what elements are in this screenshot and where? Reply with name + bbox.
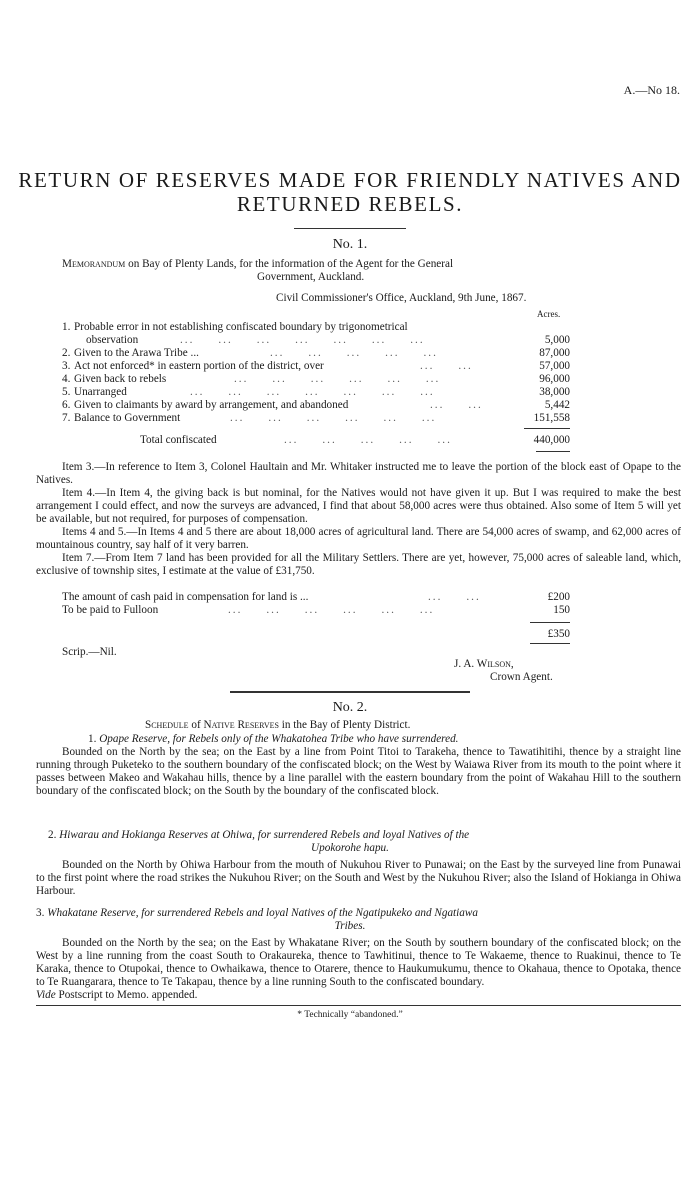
para-items-4-5: Items 4 and 5.—In Items 4 and 5 there are about 18,000 acres of agricultural land. There are 54,000 acres of swamp, and 62,000 acres of mountainous country, say half of it very barren. bbox=[36, 526, 681, 551]
total-label: Total confiscated bbox=[140, 434, 217, 446]
item-value: 87,000 bbox=[539, 347, 570, 359]
leader-dots: ... ... ... ... ... ... bbox=[234, 373, 441, 385]
section-divider bbox=[230, 691, 470, 693]
item-label-continued: observation bbox=[86, 334, 139, 346]
item-label: Unarranged bbox=[74, 386, 127, 398]
leader-dots: ... ... ... ... ... ... ... bbox=[190, 386, 435, 398]
reserve-2-title-2: Upokorohe hapu. bbox=[311, 842, 389, 854]
title-divider bbox=[294, 228, 406, 229]
reserve-2-name: Hiwarau and Hokianga Reserves at Ohiwa, for surrendered Rebels and loyal Natives of the bbox=[59, 829, 470, 841]
leader-dots: ... ... ... ... ... bbox=[284, 434, 452, 446]
total-value: 440,000 bbox=[533, 434, 570, 446]
reserve-3-number: 3. bbox=[36, 907, 45, 919]
section-2-heading: No. 2. bbox=[332, 700, 368, 715]
item-value: 151,558 bbox=[533, 412, 570, 424]
reserve-3-title bbox=[36, 907, 478, 920]
reserve-2-body: Bounded on the North by Ohiwa Harbour from the mouth of Nukuhou River to Punawai; on the East by the surveyed line from Punawai to the first point where the road strikes the Nukuhou River; on the South and West by the Nukuhou River; also the Island of Hokianga in Ohiwa Harbour. bbox=[36, 859, 681, 897]
reserve-1-title bbox=[88, 733, 458, 746]
reserve-3-vide bbox=[36, 989, 197, 1002]
table-row bbox=[62, 334, 570, 347]
cash-label: The amount of cash paid in compensation for land is ... bbox=[62, 591, 309, 603]
memorandum-text: on Bay of Plenty Lands, for the information of the Agent for the General bbox=[125, 258, 454, 270]
leader-dots: ... ... ... ... ... ... bbox=[228, 604, 435, 616]
signature-title: Crown Agent. bbox=[490, 671, 553, 683]
title-line-2: RETURNED REBELS. bbox=[236, 192, 464, 216]
item-number: 6. bbox=[62, 399, 71, 411]
item-label: Given to claimants by award by arrangement, and abandoned bbox=[74, 399, 349, 411]
memorandum-lead: Memorandum bbox=[62, 258, 126, 270]
schedule-native: Native Reserves bbox=[203, 719, 279, 731]
item-number: 5. bbox=[62, 386, 71, 398]
fulloon-value: 150 bbox=[553, 604, 570, 616]
memorandum-line bbox=[62, 258, 662, 271]
item-value: 57,000 bbox=[539, 360, 570, 372]
item-label: Act not enforced* in eastern portion of the district, over bbox=[74, 360, 324, 372]
item-value: 5,442 bbox=[544, 399, 570, 411]
reserve-3-title-2: Tribes. bbox=[334, 920, 366, 932]
item-label: Given to the Arawa Tribe ... bbox=[74, 347, 199, 359]
leader-dots: ... ... bbox=[428, 591, 481, 603]
item-value: 96,000 bbox=[539, 373, 570, 385]
table-row bbox=[62, 321, 570, 334]
reserve-1-name: Opape Reserve, for Rebels only of the Whakatohea Tribe who have surrendered. bbox=[99, 733, 459, 745]
table-row bbox=[62, 412, 570, 425]
table-row bbox=[62, 386, 570, 399]
leader-dots: ... ... bbox=[420, 360, 473, 372]
item-number: 3. bbox=[62, 360, 71, 372]
para-item-7: Item 7.—From Item 7 land has been provided for all the Military Settlers. There are yet, however, 75,000 acres of saleable land, which, exclusive of township sites, I estimate at the value of £31,750. bbox=[36, 552, 681, 577]
schedule-heading bbox=[145, 719, 410, 732]
table-row bbox=[62, 373, 570, 386]
reserve-2-number: 2. bbox=[48, 829, 57, 841]
leader-dots: ... ... ... ... ... ... ... bbox=[180, 334, 425, 346]
cash-double-rule bbox=[530, 643, 570, 644]
vide-word: Vide bbox=[36, 989, 56, 1001]
cash-rule bbox=[530, 622, 570, 623]
schedule-lead: Schedule bbox=[145, 719, 189, 731]
total-row bbox=[62, 434, 570, 447]
leader-dots: ... ... ... ... ... ... bbox=[230, 412, 437, 424]
cash-value: £200 bbox=[547, 591, 570, 603]
reserve-1-number: 1. bbox=[88, 733, 97, 745]
page-title bbox=[0, 168, 700, 216]
signature-name: J. A. Wilson, bbox=[454, 658, 514, 670]
vide-tail: Postscript to Memo. appended. bbox=[55, 989, 198, 1001]
reserve-3-name: Whakatane Reserve, for surrendered Rebels and loyal Natives of the Ngatipukeko and Ngatiawa bbox=[47, 907, 478, 919]
table-row bbox=[62, 399, 570, 412]
title-line-1: RETURN OF RESERVES MADE FOR FRIENDLY NATIVES AND bbox=[18, 168, 682, 192]
item-label: Given back to rebels bbox=[74, 373, 167, 385]
footnote-rule bbox=[36, 1005, 681, 1006]
item-value: 5,000 bbox=[544, 334, 570, 346]
reserve-3-body: Bounded on the North by the sea; on the East by Whakatane River; on the South by southern boundary of the confiscated block; on the West by a line running from the coast South to Orakaureka, thence to Tawhitinui, thence to Te Wakaeme, thence to Ruakinui, thence to Te Karaka, thence to Otupokai, thence to Owhaikawa, thence to Otarere, thence to Haukumukumu, thence to Okahaua, thence to Opotaka, thence to Te Ruangarara, thence to Te Takapau, thence by a line running South to the confiscated boundary. bbox=[36, 937, 681, 988]
acres-header: Acres. bbox=[537, 309, 561, 319]
item-label: Balance to Government bbox=[74, 412, 181, 424]
item-number: 7. bbox=[62, 412, 71, 424]
footnote: * Technically “abandoned.” bbox=[297, 1010, 403, 1020]
reserve-2-title bbox=[48, 829, 469, 842]
schedule-of: of bbox=[188, 719, 204, 731]
para-item-4: Item 4.—In Item 4, the giving back is but nominal, for the Natives would not have given it up. But I was required to make the best arrangement I could effect, and now the surveys are advanced, I find that about 58,000 acres were thus obtained. Also some of Item 5 will yet be available, but not required, for purposes of compensation. bbox=[36, 487, 681, 525]
leader-dots: ... ... ... ... ... bbox=[270, 347, 438, 359]
office-dateline: Civil Commissioner's Office, Auckland, 9th June, 1867. bbox=[276, 292, 527, 304]
leader-dots: ... ... bbox=[430, 399, 483, 411]
fulloon-row bbox=[62, 604, 570, 617]
item-value: 38,000 bbox=[539, 386, 570, 398]
total-rule bbox=[524, 428, 570, 429]
reserve-1-body: Bounded on the North by the sea; on the East by a line from Point Titoi to Tarakeha, thence to Tawatihitihi, thence by a straight line running through Puketeko to the southern boundary of the confiscated block; on the West by Waiawa River from its mouth to the point where it passes between Makeo and Wakahau hills, thence by a line parallel with the eastern boundary from the point of Wakahau Hill to the southern boundary of the confiscated block; on the South by the boundary of the confiscated block. bbox=[36, 746, 681, 797]
item-number: 4. bbox=[62, 373, 71, 385]
fulloon-label: To be paid to Fulloon bbox=[62, 604, 159, 616]
item-number: 1. bbox=[62, 321, 71, 333]
cash-row bbox=[62, 591, 570, 604]
memorandum-text-2: Government, Auckland. bbox=[257, 271, 365, 283]
cash-total: £350 bbox=[547, 628, 570, 640]
item-number: 2. bbox=[62, 347, 71, 359]
table-row bbox=[62, 360, 570, 373]
scrip-line: Scrip.—Nil. bbox=[62, 646, 117, 658]
para-item-3: Item 3.—In reference to Item 3, Colonel Haultain and Mr. Whitaker instructed me to leave the portion of the block east of Opape to the Natives. bbox=[36, 461, 681, 486]
cash-total-row bbox=[62, 628, 570, 641]
total-double-rule bbox=[536, 451, 570, 452]
section-1-heading: No. 1. bbox=[332, 237, 368, 252]
item-label: Probable error in not establishing confiscated boundary by trigonometrical bbox=[74, 321, 408, 333]
schedule-rest: in the Bay of Plenty District. bbox=[278, 719, 411, 731]
page-number: A.—No 18. bbox=[623, 83, 680, 97]
table-row bbox=[62, 347, 570, 360]
